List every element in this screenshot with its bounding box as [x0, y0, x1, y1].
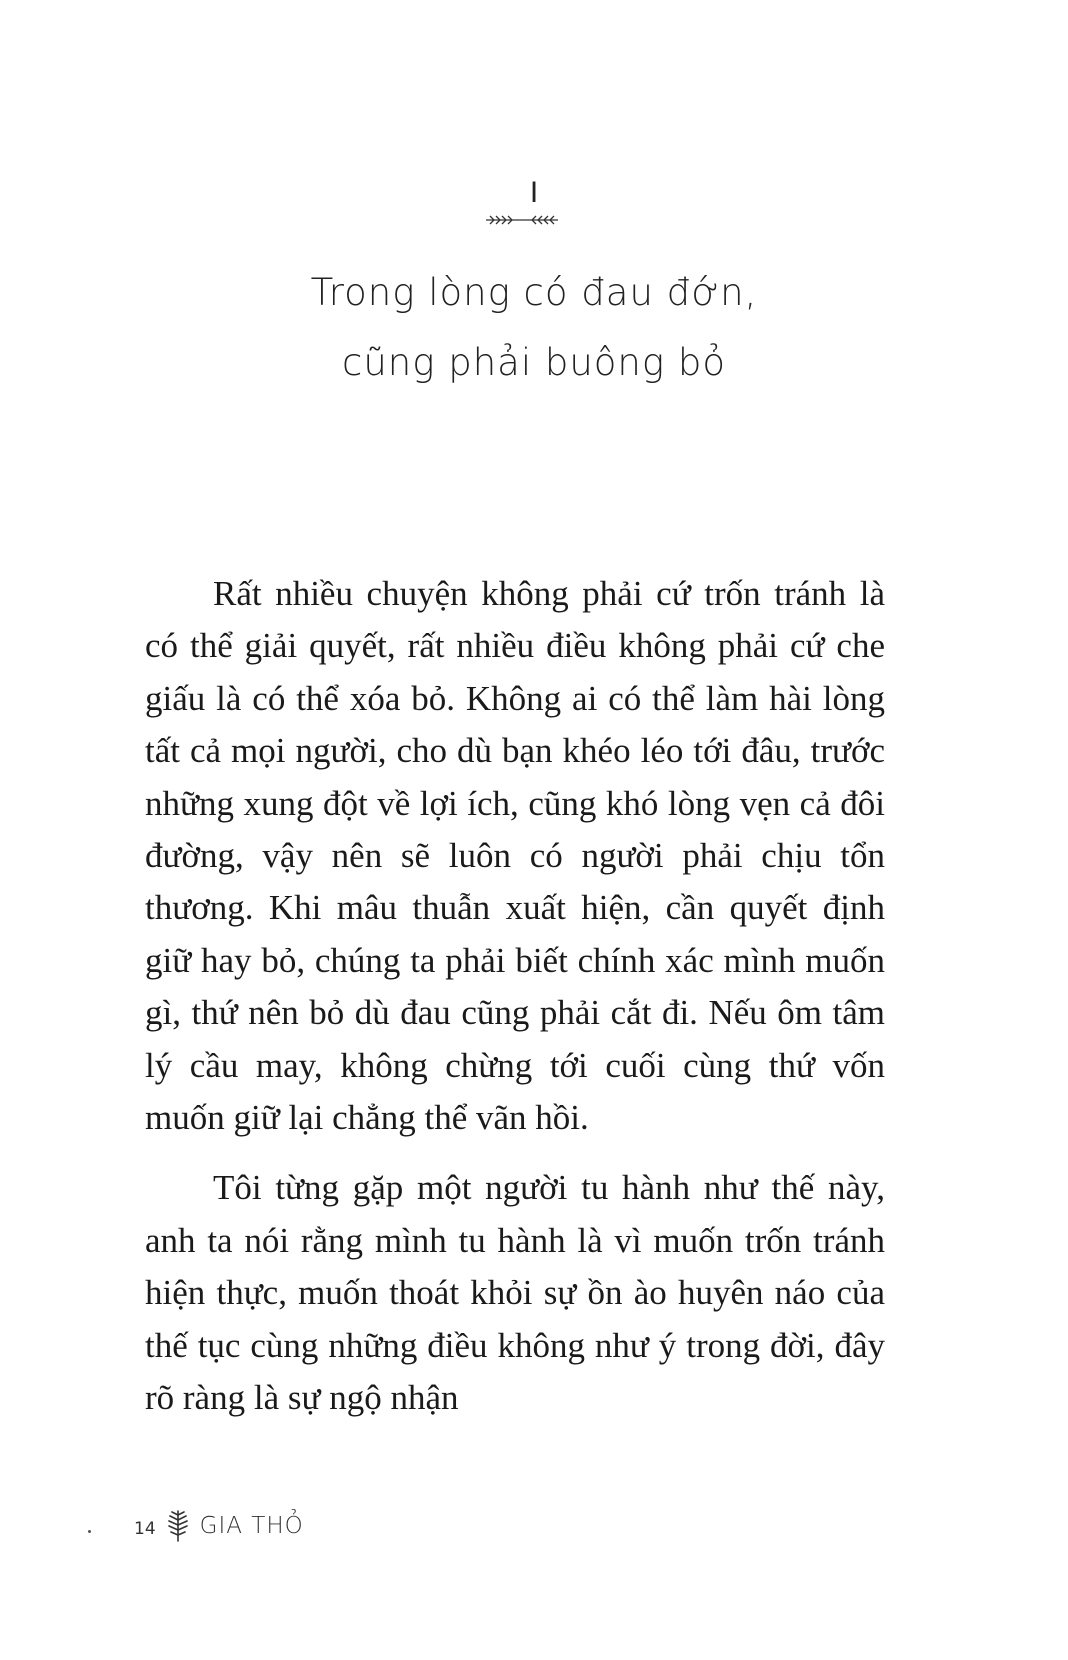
arrow-ornament-icon — [482, 210, 562, 230]
scan-dot — [88, 1530, 91, 1533]
body-text — [145, 568, 885, 1425]
chapter-title-line-2: cũng phải buông bỏ — [342, 341, 726, 384]
book-title: GIA THỎ — [199, 1513, 304, 1539]
page-number: 14 — [134, 1519, 156, 1539]
chapter-number: I — [529, 176, 539, 209]
page-footer — [134, 1506, 304, 1546]
paragraph: Rất nhiều chuyện không phải cứ trốn tránh là có thể giải quyết, rất nhiều điều không phải cứ che giấu là có thể xóa bỏ. Không ai có thể làm hài lòng tất cả mọi người, cho dù bạn khéo léo tới đâu, trước những xung đột về lợi ích, cũng khó lòng vẹn cả đôi đường, vậy nên sẽ luôn có người phải chịu tổn thương. Khi mâu thuẫn xuất hiện, cần quyết định giữ hay bỏ, chúng ta phải biết chính xác mình muốn gì, thứ nên bỏ dù đau cũng phải cắt đi. Nếu ôm tâm lý cầu may, không chừng tới cuối cùng thứ vốn muốn giữ lại chẳng thể vãn hồi. — [145, 574, 885, 1138]
paragraph: Tôi từng gặp một người tu hành như thế này, anh ta nói rằng mình tu hành là vì muốn trốn tránh hiện thực, muốn thoát khỏi sự ồn ào huyên náo của thế tục cùng những điều không như ý trong đời, đây rõ ràng là sự ngộ nhận — [145, 1168, 885, 1418]
chapter-title — [0, 258, 1068, 398]
chapter-title-line-1: Trong lòng có đau đớn, — [310, 271, 758, 314]
tree-icon — [166, 1509, 190, 1543]
